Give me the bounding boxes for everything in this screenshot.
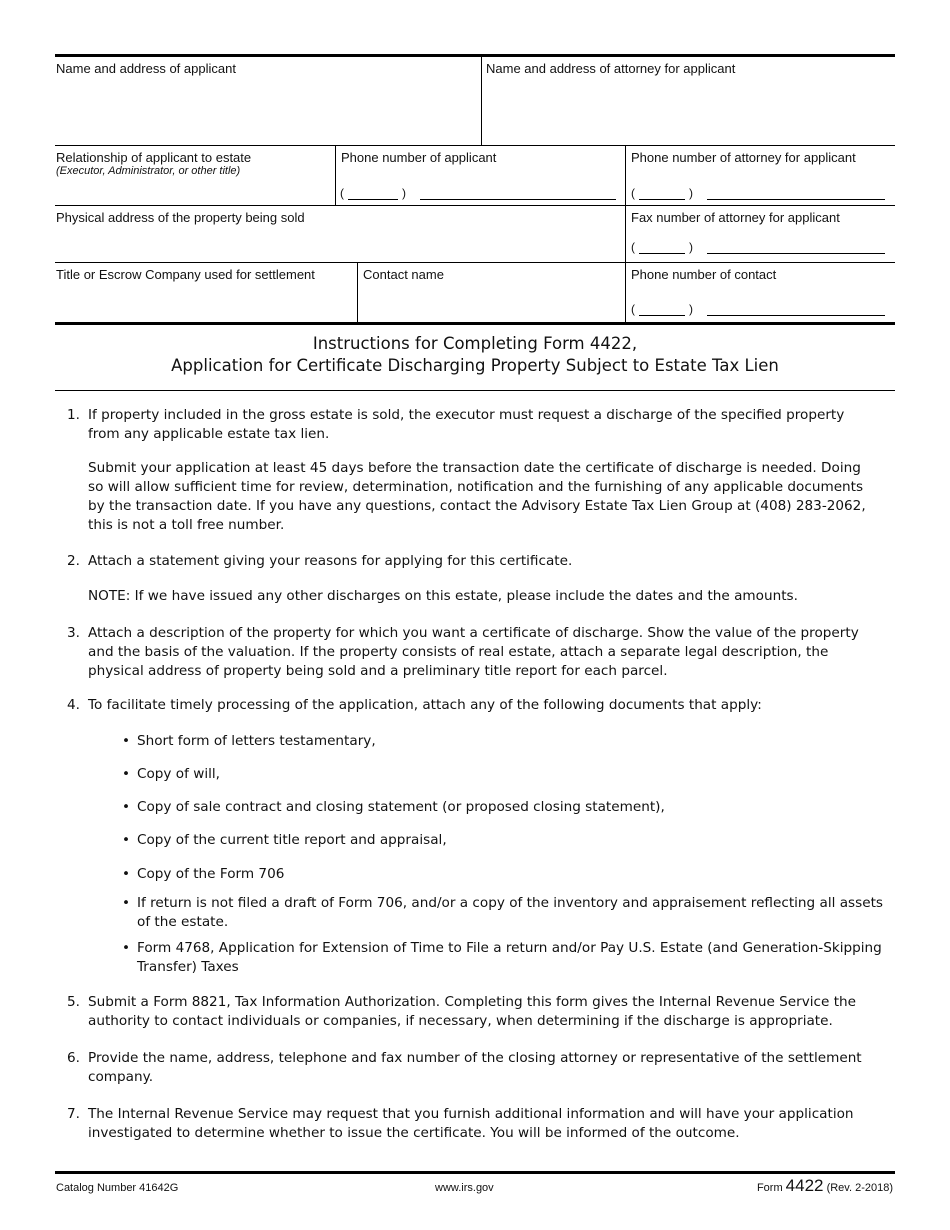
instruction-paragraph	[67, 459, 877, 535]
applicant-phone-input[interactable]	[340, 186, 616, 200]
document-bullet	[122, 732, 892, 751]
bullet-icon: •	[122, 866, 131, 882]
col-divider	[625, 146, 626, 322]
instruction-item	[67, 406, 877, 444]
col-divider	[481, 57, 482, 145]
item-number: 4.	[67, 697, 80, 713]
bullet-icon: •	[122, 766, 131, 782]
catalog-number: Catalog Number 41642G	[56, 1182, 179, 1194]
instructions-subtitle: Application for Certificate Discharging Property Subject to Estate Tax Lien	[171, 356, 779, 375]
bullet-text: Copy of the current title report and appraisal,	[137, 832, 447, 848]
bullet-icon: •	[122, 799, 131, 815]
field-hint: (Executor, Administrator, or other title)	[56, 165, 241, 177]
instruction-item	[67, 624, 877, 681]
website-link[interactable]: www.irs.gov	[435, 1182, 494, 1194]
instruction-item	[67, 696, 877, 715]
instruction-item	[67, 552, 877, 571]
item-number: 2.	[67, 553, 80, 569]
form-id	[757, 1176, 893, 1196]
document-bullet	[122, 798, 892, 817]
form-revision: (Rev. 2-2018)	[826, 1182, 893, 1194]
col-divider	[357, 263, 358, 322]
field-label: Relationship of applicant to estate	[56, 150, 252, 165]
item-text: Provide the name, address, telephone and fax number of the closing attorney or representative of the settlement company.	[88, 1050, 862, 1085]
document-bullet	[122, 939, 892, 977]
bullet-text: Copy of the Form 706	[137, 866, 285, 882]
attorney-name-field[interactable]	[485, 57, 895, 145]
bullet-icon: •	[122, 940, 131, 956]
document-bullet	[122, 865, 892, 884]
paren: )	[689, 302, 693, 316]
document-bullet	[122, 894, 892, 932]
item-number: 3.	[67, 625, 80, 641]
escrow-company-field[interactable]	[55, 263, 355, 322]
item-text: To facilitate timely processing of the application, attach any of the following documents that apply:	[88, 697, 762, 713]
item-number: 1.	[67, 407, 80, 423]
contact-name-field[interactable]	[362, 263, 625, 322]
field-label: Contact name	[363, 267, 444, 282]
field-label: Phone number of applicant	[341, 150, 497, 165]
paren: (	[631, 302, 635, 316]
bullet-icon: •	[122, 832, 131, 848]
item-number: 5.	[67, 994, 80, 1010]
document-bullet	[122, 831, 892, 850]
document-bullet	[122, 765, 892, 784]
form-number: 4422	[785, 1176, 824, 1195]
applicant-name-field[interactable]	[55, 57, 481, 145]
instruction-item	[67, 1105, 877, 1143]
field-label: Title or Escrow Company used for settlement	[56, 267, 315, 282]
instruction-item	[67, 993, 877, 1031]
paren: (	[631, 186, 635, 200]
bullet-text: If return is not filed a draft of Form 706, and/or a copy of the inventory and appraisement reflecting all assets of the estate.	[137, 895, 883, 930]
bullet-icon: •	[122, 895, 131, 911]
table-bottom-rule	[55, 322, 895, 325]
paren: )	[402, 186, 406, 200]
paren: )	[689, 240, 693, 254]
instruction-note	[67, 587, 877, 606]
title-rule	[55, 390, 895, 391]
paren: (	[631, 240, 635, 254]
field-label: Name and address of attorney for applicant	[486, 61, 736, 76]
field-label: Fax number of attorney for applicant	[631, 210, 840, 225]
relationship-field[interactable]	[55, 146, 335, 205]
instruction-item	[67, 1049, 877, 1087]
item-text: NOTE: If we have issued any other discharges on this estate, please include the dates and the amounts.	[88, 588, 798, 604]
item-text: If property included in the gross estate is sold, the executor must request a discharge of the specified property from any applicable estate tax lien.	[88, 407, 845, 442]
footer-rule	[55, 1171, 895, 1174]
field-label: Phone number of contact	[631, 267, 777, 282]
col-divider	[335, 146, 336, 205]
contact-phone-input[interactable]	[631, 302, 885, 316]
field-label: Name and address of applicant	[56, 61, 236, 76]
bullet-text: Form 4768, Application for Extension of Time to File a return and/or Pay U.S. Estate (and Generation-Skipping Transfer) Taxes	[137, 940, 882, 975]
bullet-icon: •	[122, 733, 131, 749]
attorney-fax-input[interactable]	[631, 240, 885, 254]
property-address-field[interactable]	[55, 206, 625, 262]
paren: (	[340, 186, 344, 200]
field-label: Phone number of attorney for applicant	[631, 150, 856, 165]
bullet-text: Copy of will,	[137, 766, 220, 782]
form-label: Form	[756, 1182, 783, 1194]
paren: )	[689, 186, 693, 200]
item-text: Submit your application at least 45 days before the transaction date the certificate of discharge is needed. Doing so will allow sufficient time for review, determination, notification and the furnishing of any applicable documents by the transaction date. If you have any questions, contact the Advisory Estate Tax Lien Group at (408) 283-2062, this is not a toll free number.	[88, 460, 866, 533]
item-text: Attach a statement giving your reasons for applying for this certificate.	[88, 553, 573, 569]
item-number: 6.	[67, 1050, 80, 1066]
bullet-text: Short form of letters testamentary,	[137, 733, 376, 749]
attorney-phone-input[interactable]	[631, 186, 885, 200]
item-text: Attach a description of the property for which you want a certificate of discharge. Show the value of the property and the basis of the valuation. If the property consists of real estate, attach a separate legal description, the physical address of property being sold and a preliminary title report for each parcel.	[88, 625, 859, 679]
item-text: Submit a Form 8821, Tax Information Authorization. Completing this form gives the Internal Revenue Service the authority to contact individuals or companies, if necessary, when determining if the discharge is appropriate.	[88, 994, 857, 1029]
field-label: Physical address of the property being sold	[56, 210, 305, 225]
bullet-text: Copy of sale contract and closing statement (or proposed closing statement),	[137, 799, 665, 815]
item-number: 7.	[67, 1106, 80, 1122]
instructions-title: Instructions for Completing Form 4422,	[312, 334, 638, 353]
item-text: The Internal Revenue Service may request that you furnish additional information and will have your application investigated to determine whether to issue the certificate. You will be informed of the outcome.	[88, 1106, 854, 1141]
